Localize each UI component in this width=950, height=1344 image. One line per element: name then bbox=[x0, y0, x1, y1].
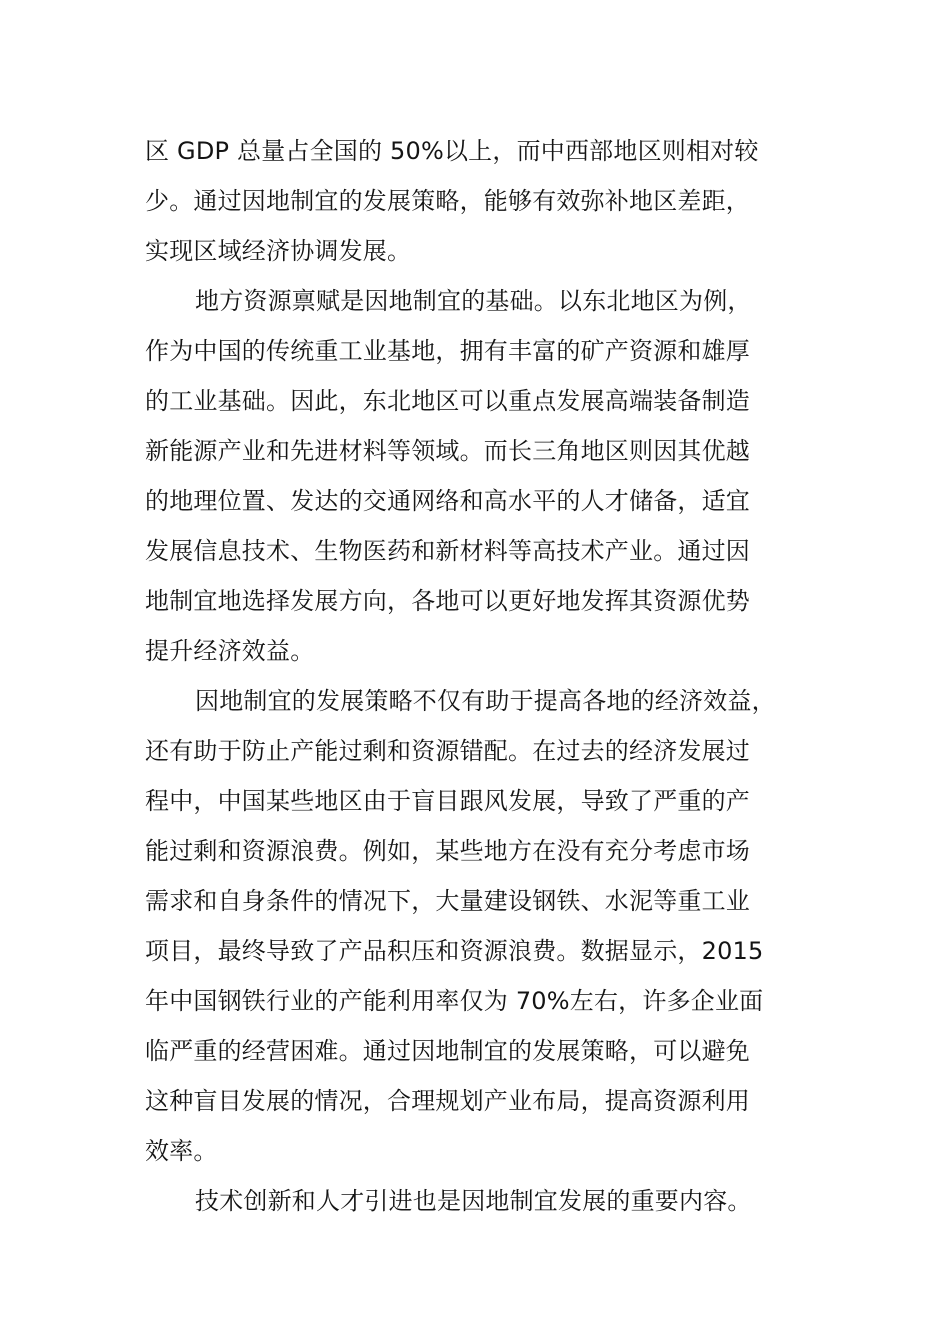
text-line: 的工业基础。因此，东北地区可以重点发展高端装备制造 bbox=[145, 387, 750, 415]
text-line: 少。通过因地制宜的发展策略，能够有效弥补地区差距， bbox=[145, 187, 750, 215]
text-line: 程中，中国某些地区由于盲目跟风发展，导致了严重的产 bbox=[145, 787, 750, 815]
paragraph-start-line: 地方资源禀赋是因地制宜的基础。以东北地区为例， bbox=[195, 287, 752, 315]
text-line: 发展信息技术、生物医药和新材料等高技术产业。通过因 bbox=[145, 537, 750, 565]
text-line: 还有助于防止产能过剩和资源错配。在过去的经济发展过 bbox=[145, 737, 750, 765]
text-line: 作为中国的传统重工业基地，拥有丰富的矿产资源和雄厚 bbox=[145, 337, 750, 365]
text-line: 临严重的经营困难。通过因地制宜的发展策略，可以避免 bbox=[145, 1037, 750, 1065]
text-line: 的地理位置、发达的交通网络和高水平的人才储备，适宜 bbox=[145, 487, 750, 515]
text-line: 需求和自身条件的情况下，大量建设钢铁、水泥等重工业 bbox=[145, 887, 750, 915]
text-line: 提升经济效益。 bbox=[145, 637, 315, 665]
text-line: 实现区域经济协调发展。 bbox=[145, 237, 412, 265]
text-line: 这种盲目发展的情况，合理规划产业布局，提高资源利用 bbox=[145, 1087, 750, 1115]
paragraph-start-line: 因地制宜的发展策略不仅有助于提高各地的经济效益， bbox=[195, 687, 776, 715]
text-line: 新能源产业和先进材料等领域。而长三角地区则因其优越 bbox=[145, 437, 750, 465]
text-line: 能过剩和资源浪费。例如，某些地方在没有充分考虑市场 bbox=[145, 837, 750, 865]
text-line: 项目，最终导致了产品积压和资源浪费。数据显示，2015 bbox=[145, 937, 764, 965]
text-line: 区 GDP 总量占全国的 50%以上，而中西部地区则相对较 bbox=[145, 137, 759, 165]
text-line: 效率。 bbox=[145, 1137, 218, 1165]
paragraph-start-line: 技术创新和人才引进也是因地制宜发展的重要内容。 bbox=[195, 1187, 752, 1215]
text-line: 年中国钢铁行业的产能利用率仅为 70%左右，许多企业面 bbox=[145, 987, 764, 1015]
text-line: 地制宜地选择发展方向，各地可以更好地发挥其资源优势 bbox=[145, 587, 750, 615]
